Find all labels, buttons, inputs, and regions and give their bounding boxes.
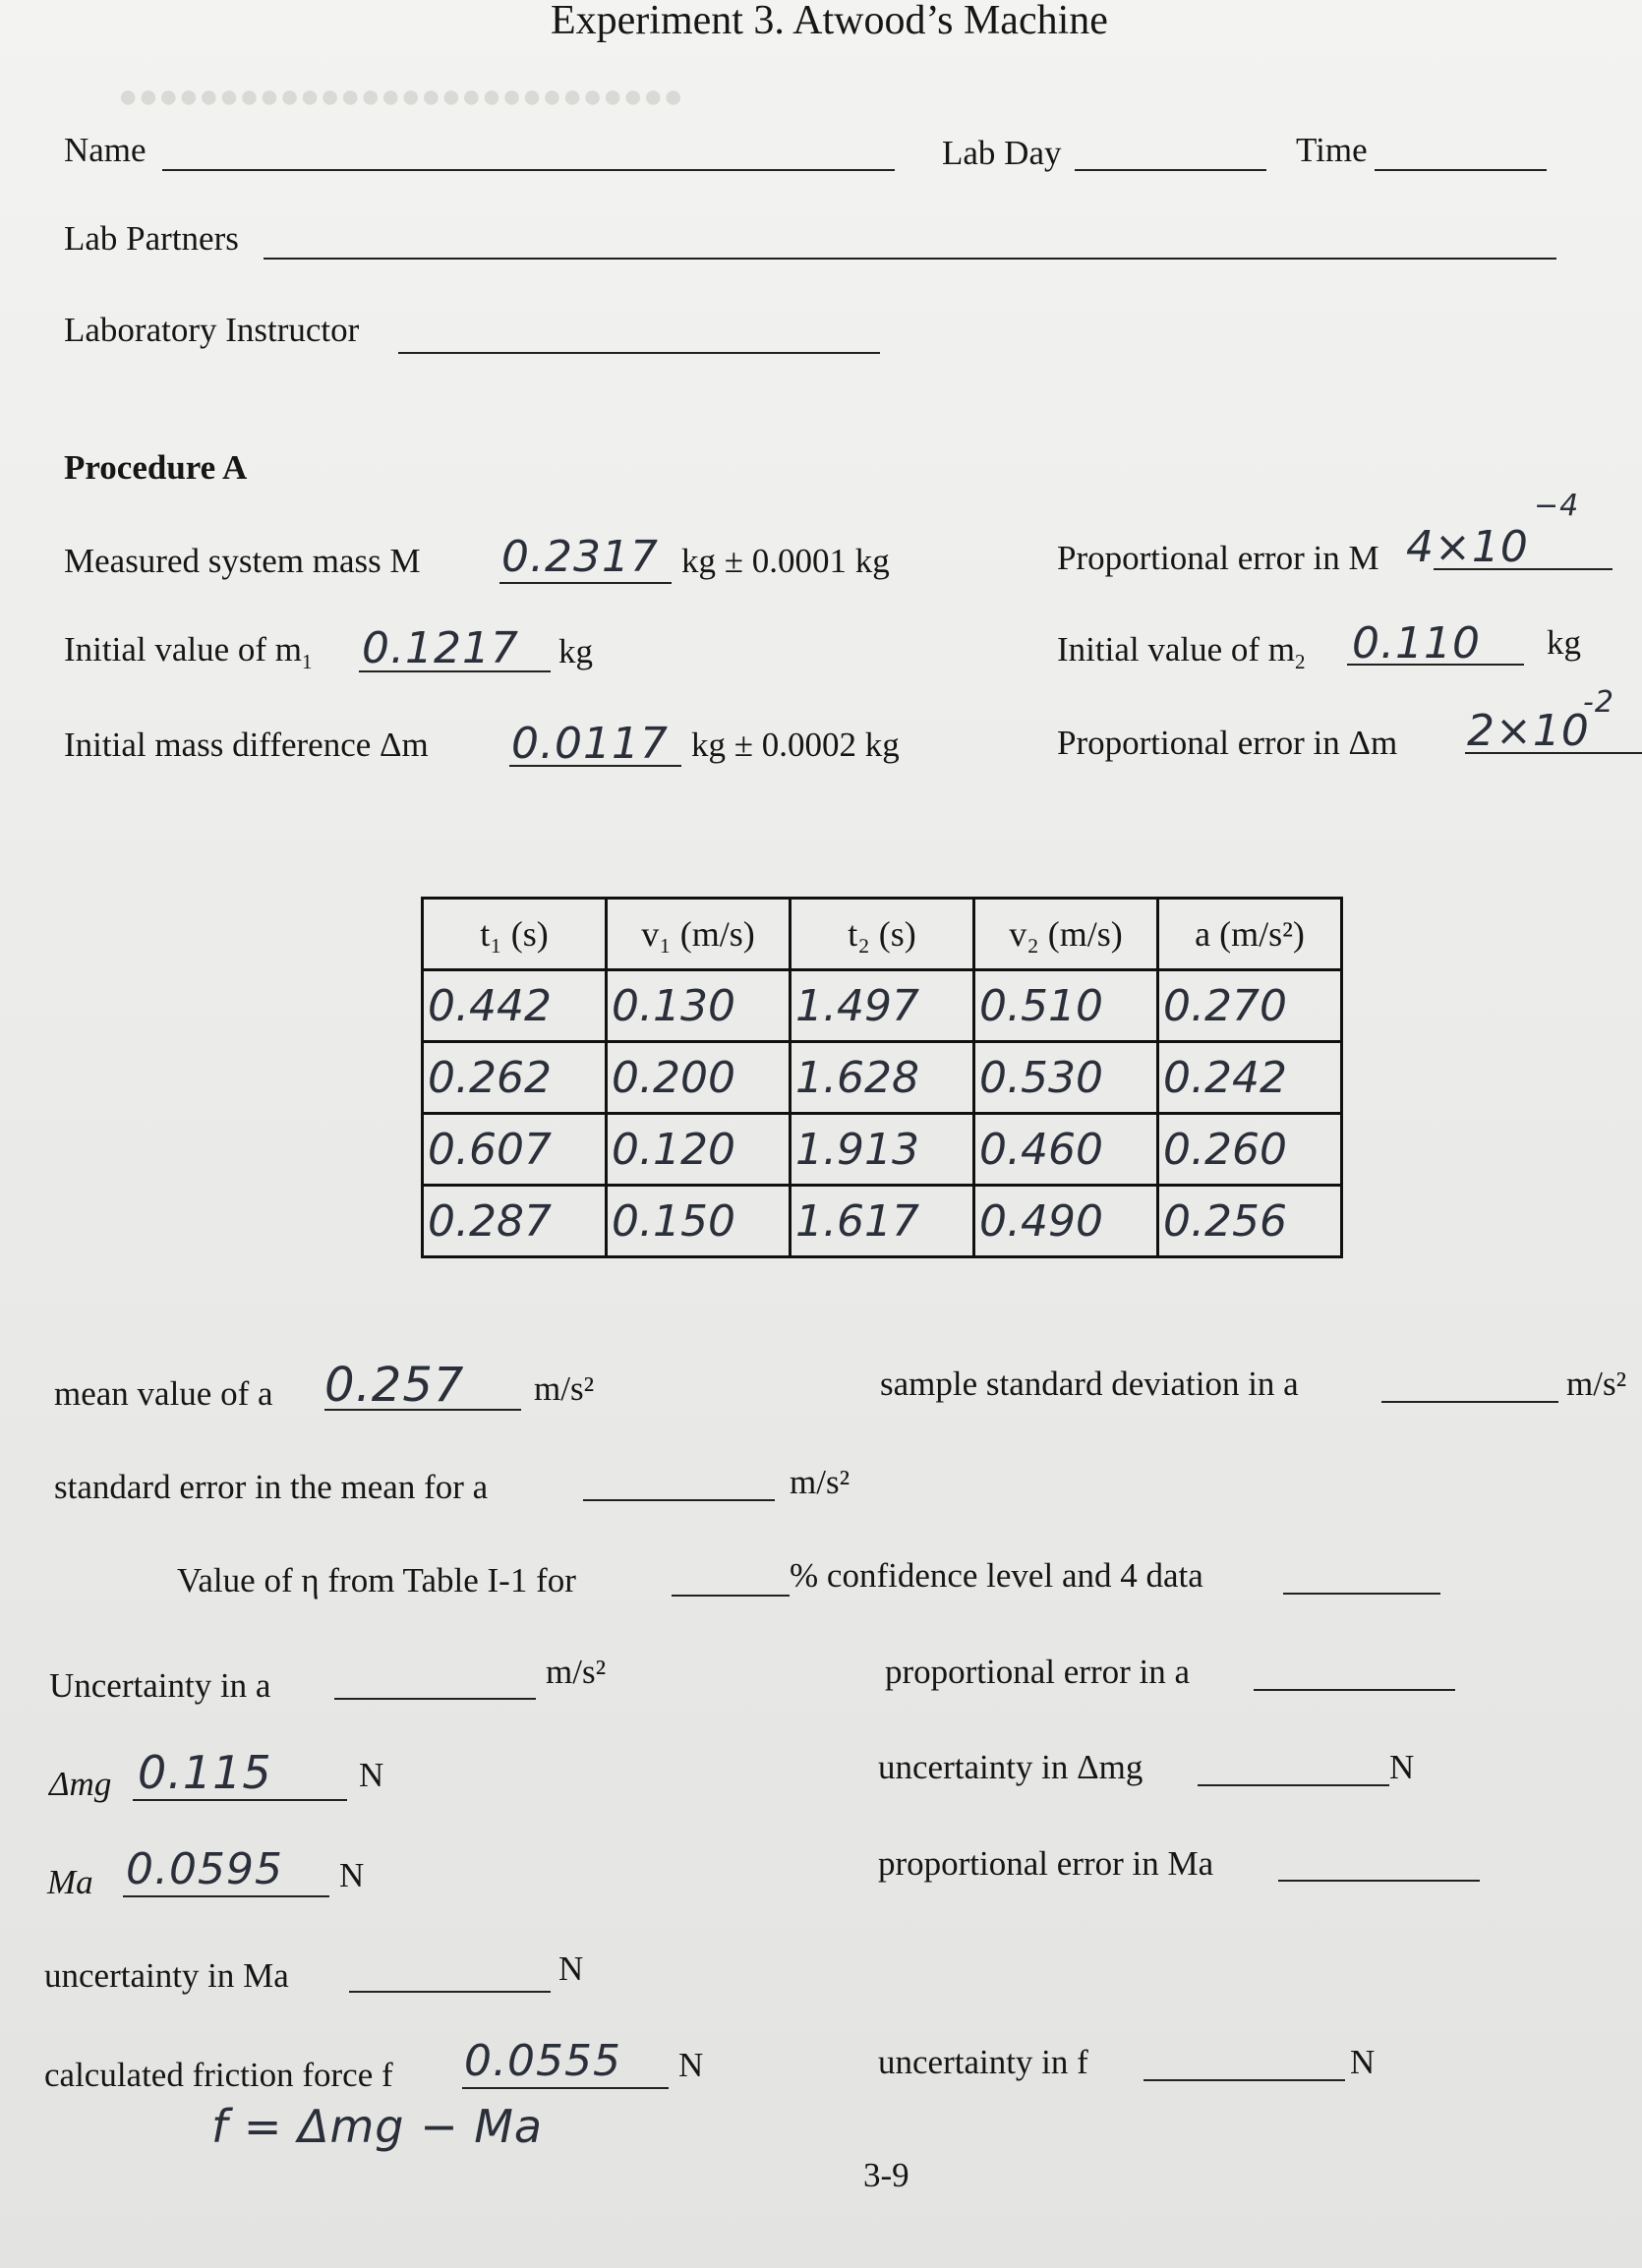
table-cell[interactable]: 0.242: [1158, 1042, 1342, 1114]
header-v2: v₂ (m/s): [974, 899, 1158, 970]
dmg-field[interactable]: [133, 1799, 347, 1801]
table-cell[interactable]: 0.530: [974, 1042, 1158, 1114]
dm-value: 0.0117: [511, 719, 669, 769]
m2-subscript: 2: [1295, 650, 1306, 673]
prop-error-dm-exponent: -2: [1583, 685, 1614, 720]
table-cell[interactable]: 1.617: [791, 1186, 974, 1257]
table-row: [423, 1042, 1342, 1114]
table-row: [423, 1186, 1342, 1257]
page-title: Experiment 3. Atwood’s Machine: [551, 0, 1108, 43]
table-cell[interactable]: 0.460: [974, 1114, 1158, 1186]
table-header-row: [423, 899, 1342, 970]
unc-ma-unit: N: [558, 1949, 584, 1988]
table-cell[interactable]: 0.262: [423, 1042, 607, 1114]
unc-dmg-label: uncertainty in Δmg: [878, 1748, 1144, 1786]
procedure-heading: Procedure A: [64, 448, 248, 487]
unc-f-field[interactable]: [1144, 2079, 1345, 2081]
table-cell[interactable]: 0.442: [423, 970, 607, 1042]
table-cell[interactable]: 0.150: [607, 1186, 791, 1257]
dmg-unit: N: [359, 1756, 384, 1794]
bleed-through-text: ●●●●●●●●●●●●●●●●●●●●●●●●●●●●: [118, 79, 684, 115]
m2-value: 0.110: [1352, 618, 1481, 669]
prop-err-ma-field[interactable]: [1278, 1880, 1480, 1882]
dmg-value: 0.115: [138, 1746, 272, 1799]
m2-label-text: Initial value of m: [1057, 630, 1296, 669]
table-cell[interactable]: 1.913: [791, 1114, 974, 1186]
prop-error-dm-value: 2×10: [1467, 706, 1590, 756]
name-label: Name: [64, 131, 147, 169]
header-t2: t₂ (s): [791, 899, 974, 970]
table-cell[interactable]: 1.497: [791, 970, 974, 1042]
mean-a-value: 0.257: [324, 1358, 465, 1413]
table-cell[interactable]: 0.510: [974, 970, 1158, 1042]
system-mass-value: 0.2317: [501, 532, 659, 582]
prop-err-a-label: proportional error in a: [885, 1653, 1191, 1691]
friction-value: 0.0555: [464, 2036, 621, 2086]
data-table: [421, 897, 1343, 1258]
unc-a-field[interactable]: [334, 1698, 536, 1700]
unc-f-label: uncertainty in f: [878, 2043, 1088, 2081]
system-mass-label: Measured system mass M: [64, 542, 421, 580]
friction-unit: N: [678, 2046, 704, 2084]
table-cell[interactable]: 0.287: [423, 1186, 607, 1257]
mean-a-unit: m/s²: [534, 1369, 595, 1408]
system-mass-field[interactable]: [499, 582, 672, 584]
sd-a-label: sample standard deviation in a: [880, 1365, 1299, 1403]
m2-unit: kg: [1547, 623, 1581, 662]
time-label: Time: [1296, 131, 1368, 169]
m1-label: [64, 632, 313, 672]
se-a-field[interactable]: [583, 1499, 775, 1501]
unc-dmg-unit: N: [1389, 1748, 1415, 1786]
table-cell[interactable]: 0.120: [607, 1114, 791, 1186]
unc-a-unit: m/s²: [546, 1653, 607, 1691]
table-cell[interactable]: 1.628: [791, 1042, 974, 1114]
unc-ma-label: uncertainty in Ma: [44, 1956, 289, 1995]
eta-label-2: % confidence level and 4 data: [790, 1556, 1203, 1595]
sd-a-unit: m/s²: [1566, 1365, 1627, 1403]
prop-error-M-exponent: −4: [1534, 489, 1580, 523]
table-cell[interactable]: 0.130: [607, 970, 791, 1042]
m1-value: 0.1217: [362, 623, 519, 673]
table-cell[interactable]: 0.490: [974, 1186, 1158, 1257]
dm-unit: kg ± 0.0002 kg: [691, 726, 900, 764]
sd-a-field[interactable]: [1381, 1401, 1558, 1403]
header-v1: v₁ (m/s): [607, 899, 791, 970]
prop-err-a-field[interactable]: [1254, 1689, 1455, 1691]
prop-error-M-label: Proportional error in M: [1057, 539, 1379, 577]
m1-subscript: 1: [302, 650, 313, 673]
eta-confidence-field[interactable]: [672, 1595, 790, 1597]
prop-err-ma-label: proportional error in Ma: [878, 1844, 1214, 1883]
mean-a-label: mean value of a: [54, 1374, 273, 1413]
table-cell[interactable]: 0.256: [1158, 1186, 1342, 1257]
name-field[interactable]: [162, 169, 895, 171]
se-a-unit: m/s²: [790, 1463, 850, 1501]
prop-error-M-value: 4×10: [1406, 522, 1529, 572]
time-field[interactable]: [1375, 169, 1547, 171]
m2-label: [1057, 632, 1306, 672]
table-cell[interactable]: 0.200: [607, 1042, 791, 1114]
table-cell[interactable]: 0.260: [1158, 1114, 1342, 1186]
m1-label-text: Initial value of m: [64, 630, 303, 669]
friction-label: calculated friction force f: [44, 2056, 393, 2094]
table-cell[interactable]: 0.607: [423, 1114, 607, 1186]
lab-partners-field[interactable]: [264, 258, 1556, 260]
dm-label: Initial mass difference Δm: [64, 726, 429, 764]
unc-dmg-field[interactable]: [1198, 1784, 1389, 1786]
table-row: [423, 970, 1342, 1042]
unc-a-label: Uncertainty in a: [49, 1666, 271, 1705]
unc-f-unit: N: [1350, 2043, 1376, 2081]
ma-value: 0.0595: [126, 1844, 283, 1894]
instructor-field[interactable]: [398, 352, 880, 354]
unc-ma-field[interactable]: [349, 1991, 551, 1993]
header-t1: t₁ (s): [423, 899, 607, 970]
lab-day-field[interactable]: [1075, 169, 1266, 171]
ma-field[interactable]: [123, 1895, 329, 1897]
prop-error-dm-label: Proportional error in Δm: [1057, 724, 1398, 762]
se-a-label: standard error in the mean for a: [54, 1468, 489, 1506]
system-mass-unit: kg ± 0.0001 kg: [681, 542, 890, 580]
header-a: a (m/s²): [1158, 899, 1342, 970]
table-row: [423, 1114, 1342, 1186]
friction-field[interactable]: [462, 2087, 669, 2089]
instructor-label: Laboratory Instructor: [64, 311, 360, 349]
m1-unit: kg: [558, 632, 593, 670]
page-number: 3-9: [863, 2156, 909, 2194]
friction-formula-note: f = Δmg − Ma: [211, 2100, 544, 2153]
table-cell[interactable]: 0.270: [1158, 970, 1342, 1042]
lab-day-label: Lab Day: [942, 134, 1062, 172]
eta-value-field[interactable]: [1283, 1593, 1440, 1595]
eta-label-1: Value of η from Table I-1 for: [177, 1561, 576, 1599]
lab-partners-label: Lab Partners: [64, 219, 239, 258]
dmg-label: Δmg: [49, 1765, 112, 1803]
ma-unit: N: [339, 1856, 365, 1894]
ma-label: Ma: [47, 1863, 93, 1901]
